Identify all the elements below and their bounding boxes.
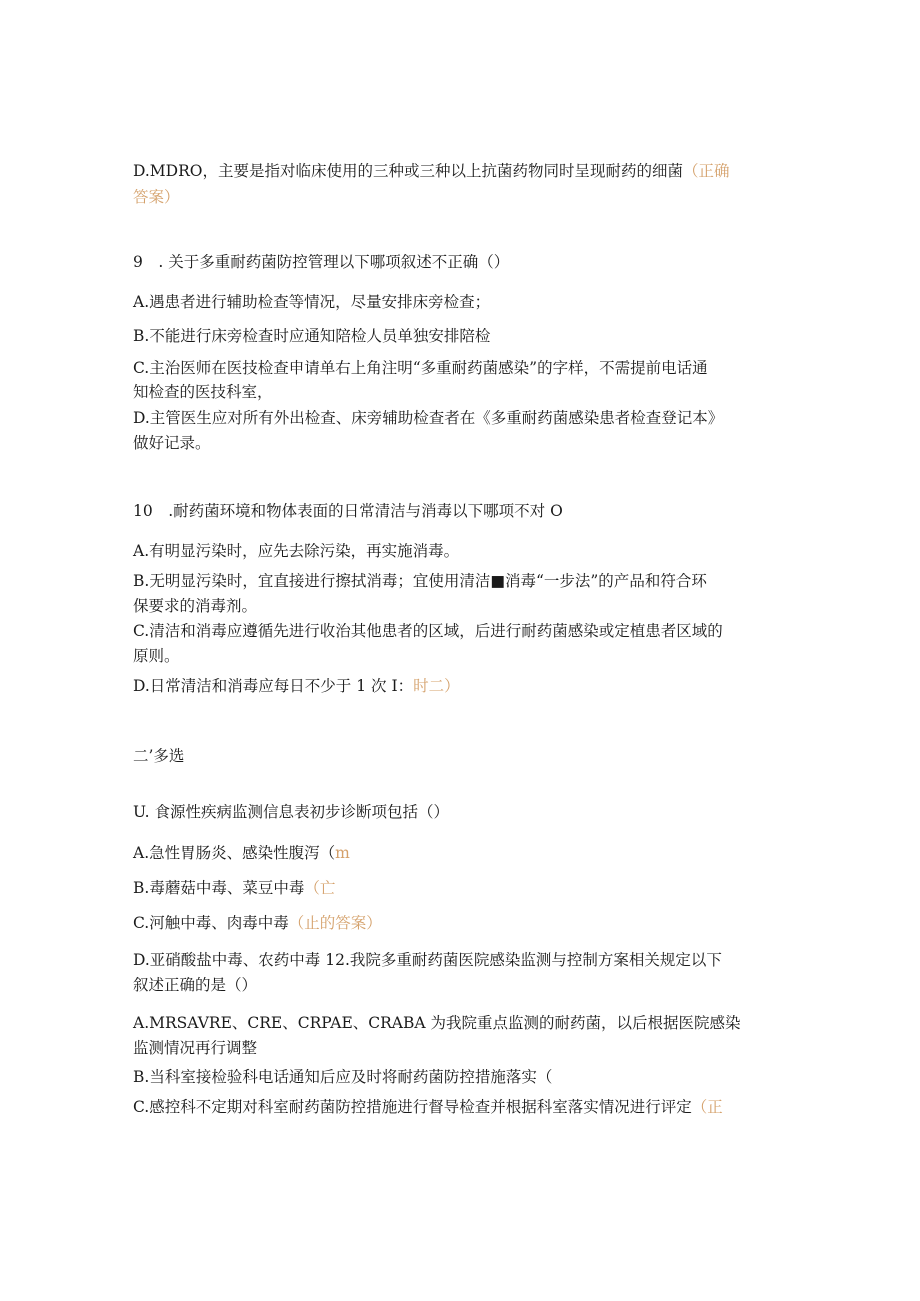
q11-answer-mark-a: m — [335, 844, 350, 862]
q10-option-c: C.清洁和消毒应遵循先进行收治其他患者的区域，后进行耐药菌感染或定植患者区域的 — [133, 622, 723, 640]
q8-answer-mark-cont: 答案） — [133, 188, 180, 206]
q11-title: U. 食源性疾病监测信息表初步诊断项包括（） — [133, 803, 449, 821]
q11-option-b: B.毒蘑菇中毒、菜豆中毒（亡 — [133, 879, 336, 897]
q10-option-c-cont: 原则。 — [133, 647, 180, 665]
q11-option-d: D.亚硝酸盐中毒、农药中毒 12.我院多重耐药菌医院感染监测与控制方案相关规定以下 — [133, 951, 722, 969]
q10-title: 10 .耐药菌环境和物体表面的日常清洁与消毒以下哪项不对 O — [133, 502, 563, 520]
q11-option-c: C.河触中毒、肉毒中毒（止的答案） — [133, 914, 382, 932]
section-heading-multi-choice: 二’多选 — [133, 747, 185, 765]
q12-option-a-cont: 监测情况再行调整 — [133, 1039, 258, 1057]
q12-option-a: A.MRSAVRE、CRE、CRPAE、CRABA 为我院重点监测的耐药菌，以后根据医院感染 — [133, 1014, 741, 1032]
q9-option-a: A.遇患者进行辅助检查等情况，尽量安排床旁检查； — [133, 293, 491, 311]
q10-option-a: A.有明显污染时，应先去除污染，再实施消毒。 — [133, 542, 460, 560]
q9-title: 9 . 关于多重耐药菌防控管理以下哪项叙述不正确（） — [133, 253, 510, 271]
q10-option-b: B.无明显污染时，宜直接进行擦拭消毒；宜使用清洁■消毒“一步法”的产品和符合环 — [133, 572, 707, 590]
q9-option-b: B.不能进行床旁检查时应通知陪检人员单独安排陪检 — [133, 327, 491, 345]
q10-answer-mark: 时二） — [413, 677, 460, 695]
q9-option-c: C.主治医师在医技检查申请单右上角注明“多重耐药菌感染”的字样，不需提前电话通 — [133, 359, 708, 377]
q12-answer-mark: （正 — [691, 1098, 723, 1116]
q11-option-d-cont: 叙述正确的是（） — [133, 976, 258, 994]
q12-option-c: C.感控科不定期对科室耐药菌防控措施进行督导检查并根据科室落实情况进行评定（正 — [133, 1098, 723, 1116]
q10-option-d: D.日常清洁和消毒应每日不少于 1 次 I：时二） — [133, 677, 460, 695]
q9-option-d-cont: 做好记录。 — [133, 434, 211, 452]
q9-option-d: D.主管医生应对所有外出检查、床旁辅助检查者在《多重耐药菌感染患者检查登记本》 — [133, 409, 724, 427]
q8-answer-mark: （正确 — [682, 162, 730, 180]
q9-option-c-cont: 知检查的医技科室， — [133, 383, 273, 401]
q11-answer-mark-c: （止的答案） — [288, 914, 382, 932]
q11-option-a: A.急性胃肠炎、感染性腹泻（m — [133, 844, 350, 862]
q8-option-d: D.MDRO，主要是指对临床使用的三种或三种以上抗菌药物同时呈现耐药的细菌（正确 — [133, 162, 730, 180]
q12-option-b: B.当科室接检验科电话通知后应及时将耐药菌防控措施落实（ — [133, 1068, 553, 1086]
q10-option-b-cont: 保要求的消毒剂。 — [133, 597, 258, 615]
q11-answer-mark-b: （亡 — [304, 879, 336, 897]
